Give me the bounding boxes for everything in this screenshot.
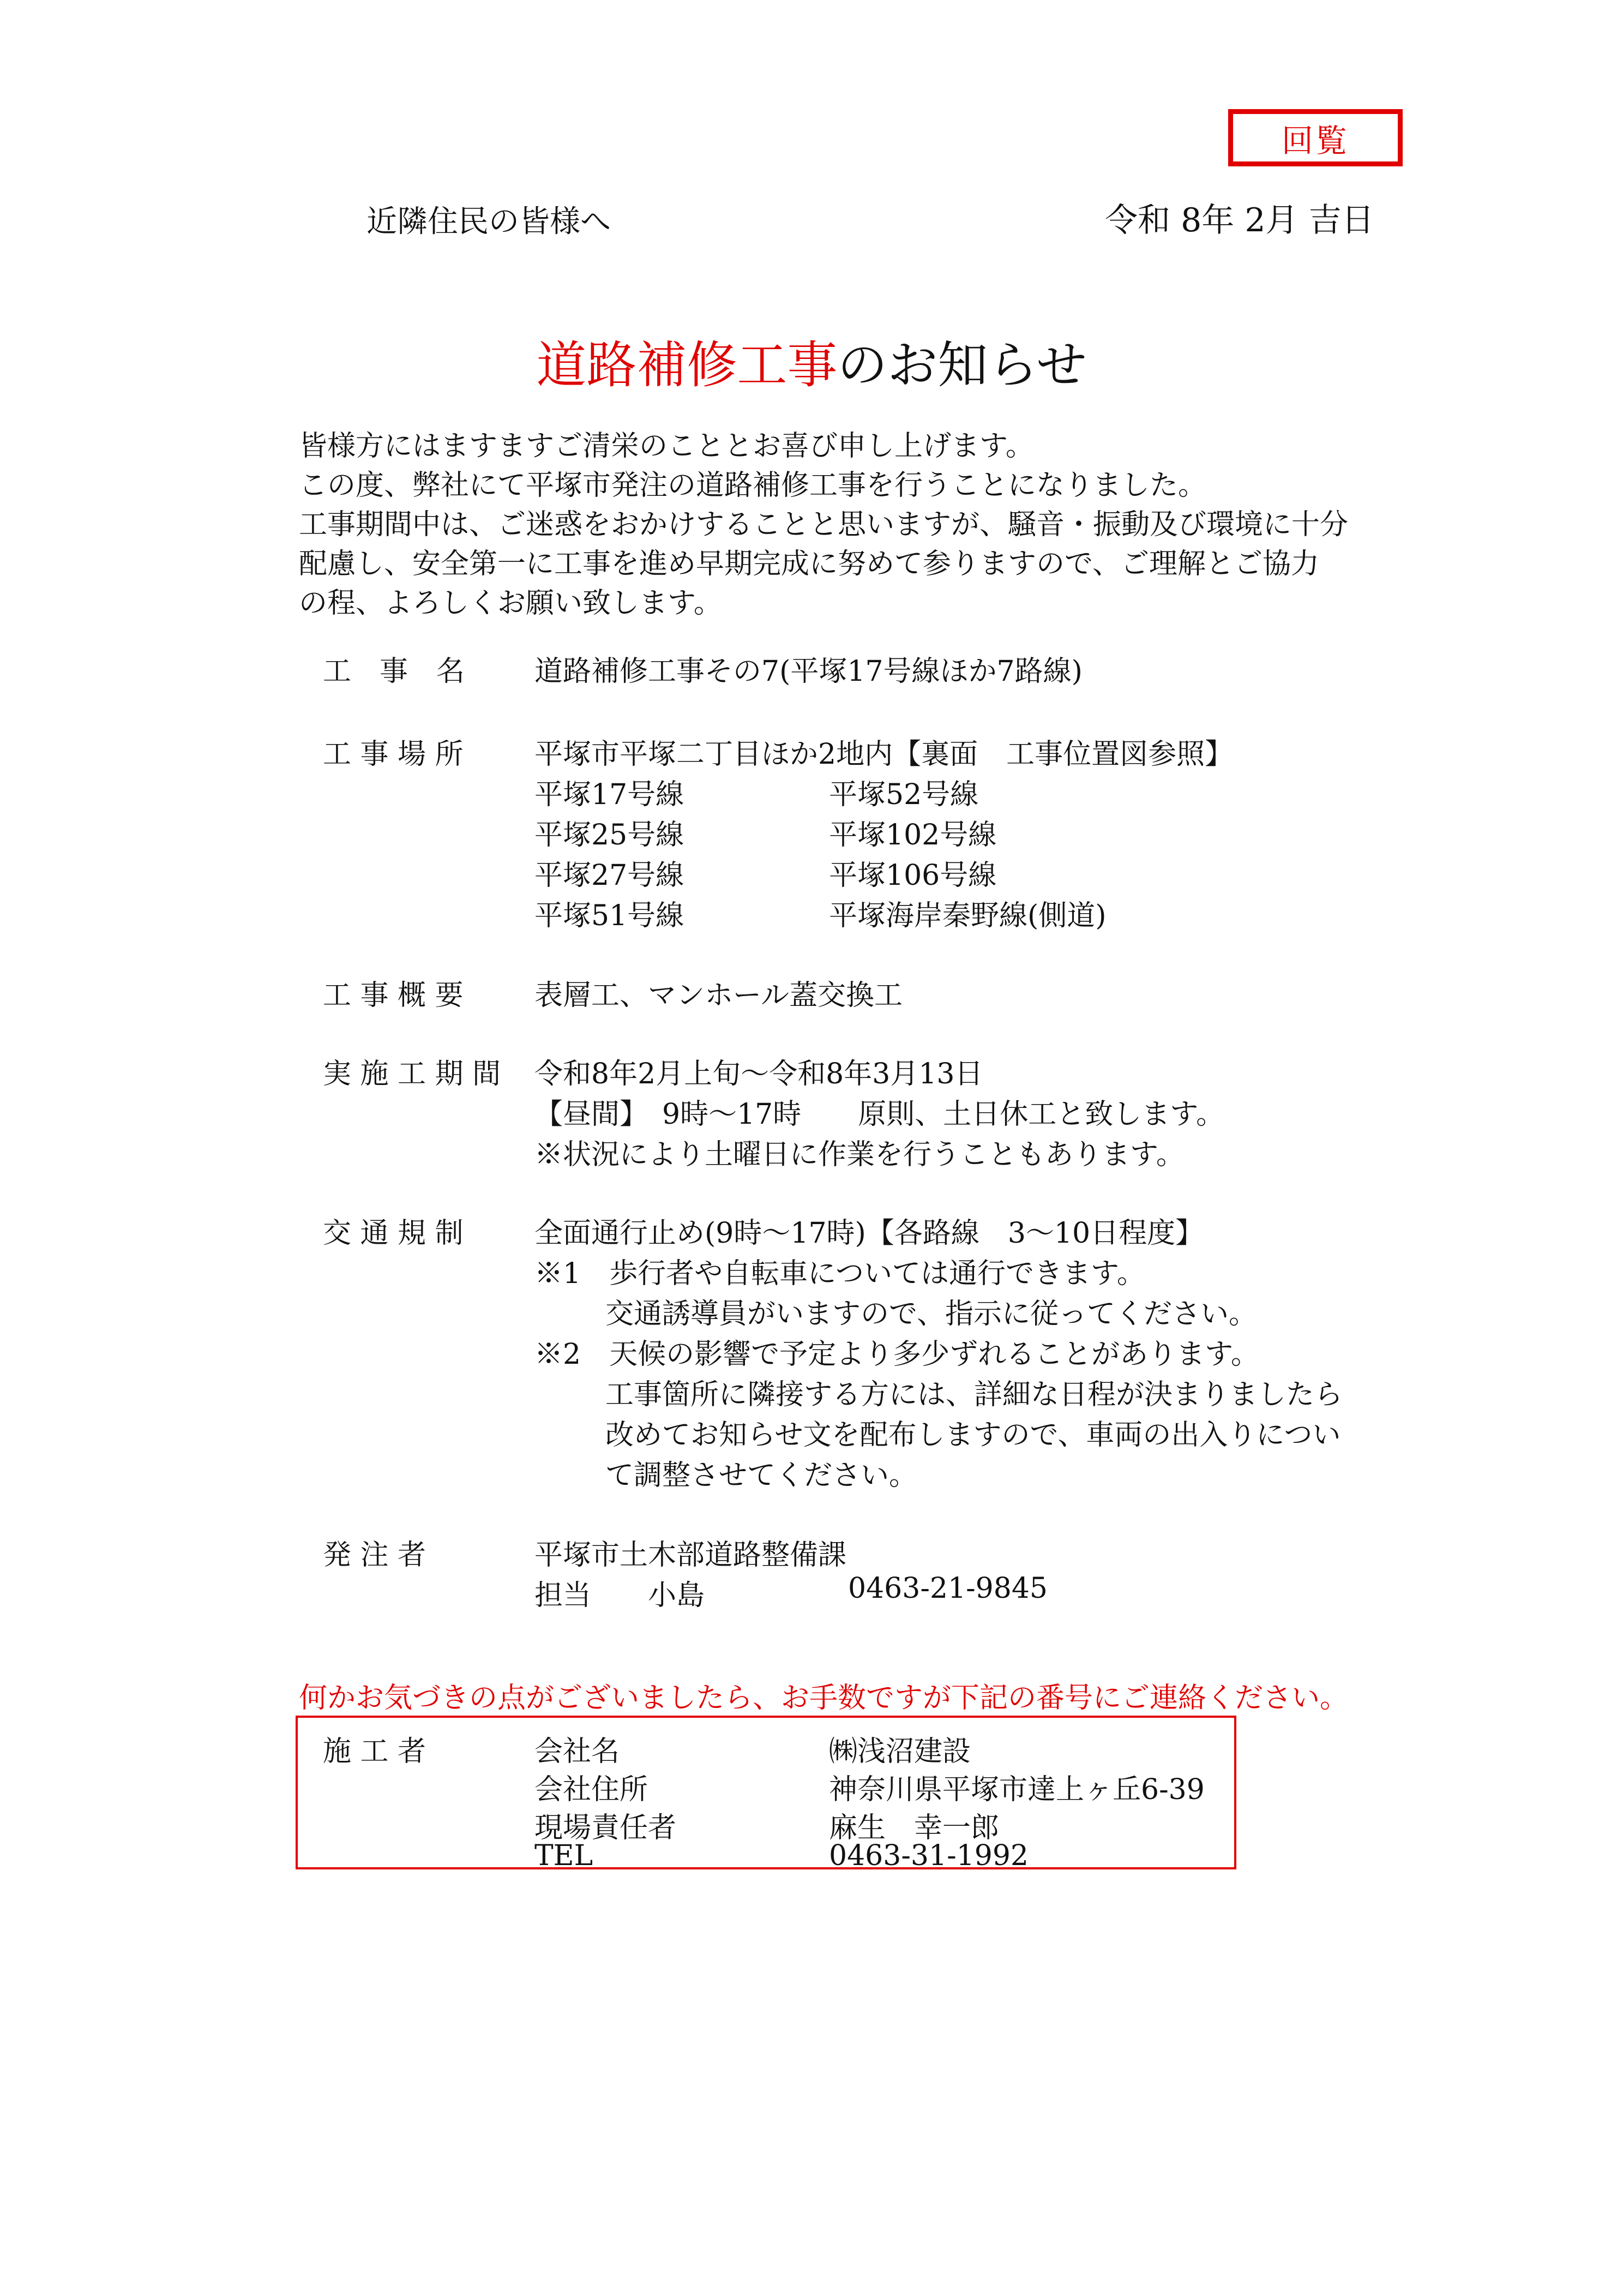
section-label-name: 工 事 名	[323, 655, 465, 688]
route-item: 平塚52号線	[829, 778, 979, 811]
route-item: 平塚102号線	[829, 819, 997, 852]
section-label-traffic: 交 通 規 制	[323, 1217, 464, 1250]
section-value-summary: 表層工、マンホール蓋交換工	[534, 979, 903, 1012]
body-line: 配慮し、安全第一に工事を進め早期完成に努めて参りますので、ご理解とご協力	[299, 548, 1319, 580]
section-label-summary: 工 事 概 要	[323, 979, 464, 1012]
route-item: 平塚106号線	[829, 859, 997, 892]
section-label-location: 工 事 場 所	[323, 738, 464, 771]
traffic-note: ※1 歩行者や自転車については通行できます。	[534, 1257, 1145, 1290]
body-line: の程、よろしくお願い致します。	[299, 587, 722, 620]
contractor-key: 会社名	[534, 1735, 620, 1768]
traffic-note: ※2 天候の影響で予定より多少ずれることがあります。	[534, 1338, 1259, 1371]
title-red-part: 道路補修工事	[536, 336, 838, 394]
page-title	[0, 325, 1623, 397]
contractor-label: 施 工 者	[323, 1735, 426, 1768]
section-value-period: 令和8年2月上旬～令和8年3月13日	[534, 1058, 983, 1090]
route-item: 平塚51号線	[534, 900, 684, 932]
circulation-box	[1228, 109, 1403, 166]
traffic-note: 改めてお知らせ文を配布しますので、車両の出入りについ	[605, 1419, 1341, 1452]
salutation: 近隣住民の皆様へ	[366, 204, 611, 239]
contractor-key: TEL	[534, 1839, 593, 1872]
route-item: 平塚17号線	[534, 778, 684, 811]
traffic-note: 工事箇所に隣接する方には、詳細な日程が決まりましたら	[605, 1378, 1343, 1411]
body-line: この度、弊社にて平塚市発注の道路補修工事を行うことになりました。	[299, 469, 1207, 502]
contractor-value: 0463-31-1992	[829, 1839, 1029, 1872]
greeting-body	[299, 427, 1348, 623]
section-value-location: 平塚市平塚二丁目ほか2地内【裏面 工事位置図参照】	[534, 738, 1234, 771]
section-label-period: 実 施 工 期 間	[323, 1058, 501, 1090]
issue-date: 令和 8年 2月 吉日	[1105, 201, 1374, 239]
contractor-value: 麻生 幸一郎	[829, 1812, 1000, 1844]
route-item: 平塚海岸秦野線(側道)	[829, 900, 1107, 932]
orderer-phone: 0463-21-9845	[848, 1572, 1048, 1605]
section-value-traffic: 全面通行止め(9時～17時)【各路線 3～10日程度】	[534, 1217, 1204, 1250]
contractor-key: 会社住所	[534, 1773, 648, 1806]
route-item: 平塚27号線	[534, 859, 684, 892]
route-item: 平塚25号線	[534, 819, 684, 852]
title-black-part: のお知らせ	[837, 336, 1087, 394]
traffic-note: て調整させてください。	[605, 1459, 918, 1492]
period-note: ※状況により土曜日に作業を行うこともあります。	[534, 1138, 1185, 1171]
body-line: 皆様方にはますますご清栄のこととお喜び申し上げます。	[299, 430, 1034, 463]
body-line: 工事期間中は、ご迷惑をおかけすることと思いますが、騒音・振動及び環境に十分	[299, 508, 1349, 541]
circulation-label: 回覧	[1281, 122, 1349, 159]
contractor-value: 神奈川県平塚市達上ヶ丘6-39	[829, 1773, 1205, 1806]
contact-notice: 何かお気づきの点がございましたら、お手数ですが下記の番号にご連絡ください。	[299, 1682, 1349, 1714]
contractor-value: ㈱浅沼建設	[829, 1735, 971, 1768]
section-value-orderer: 平塚市土木部道路整備課	[534, 1539, 847, 1572]
orderer-contact: 担当 小島	[534, 1579, 705, 1612]
section-value-name: 道路補修工事その7(平塚17号線ほか7路線)	[534, 655, 1083, 688]
contractor-key: 現場責任者	[534, 1812, 677, 1844]
period-hours: 【昼間】 9時～17時 原則、土日休工と致します。	[534, 1098, 1225, 1131]
traffic-note: 交通誘導員がいますので、指示に従ってください。	[605, 1298, 1257, 1330]
section-label-orderer: 発 注 者	[323, 1539, 426, 1572]
